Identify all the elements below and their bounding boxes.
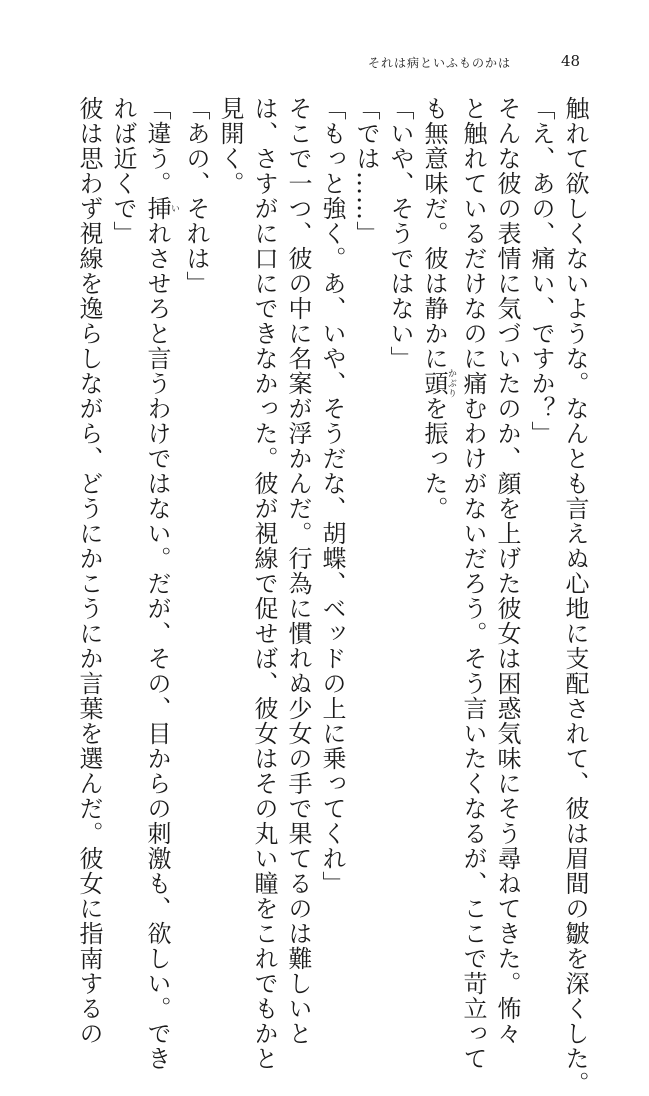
text-line: そこで一つ、彼の中に名案が浮かんだ。行為に慣れぬ少女の手で果てるのは難しいと [284, 96, 312, 1046]
ruby-annotation: 挿い [143, 196, 179, 221]
ruby-reading: かぶり [446, 368, 456, 399]
text-line: 彼は思わず視線を逸らしながら、どうにかこうにか言葉を選んだ。彼女に指南するの [75, 96, 103, 1046]
text-line: 見開く。 [216, 96, 244, 196]
text-line: 触れて欲しくないような。なんとも言えぬ心地に支配されて、彼は眉間の皺を深くした。 [561, 96, 589, 1096]
running-title: それは病といふものかは [368, 56, 512, 70]
text-line: 「では……」 [352, 96, 380, 246]
body-text [75, 96, 592, 1096]
ruby-annotation: 頭かぶり [420, 368, 456, 399]
text-line: 「いや、そうではない」 [386, 96, 414, 371]
text-line: 「もっと強く。あ、いや、そうだな、胡蝶、ベッドの上に乗ってくれ」 [318, 96, 346, 896]
text-line: と触れているだけなのに痛むわけがないだろう。そう言いたくなるが、ここで苛立って [459, 96, 487, 1071]
ruby-reading: い [169, 196, 179, 221]
text-line: も無意味だ。彼は静かに頭かぶりを振った。 [420, 96, 456, 521]
page-number: 48 [561, 52, 581, 70]
text-line: は、さすがに口にできなかった。彼が視線で促せば、彼女はその丸い瞳をこれでもかと [250, 96, 278, 1071]
text-line: そんな彼の表情に気づいたのか、顔を上げた彼女は困惑気味にそう尋ねてきた。怖々 [493, 96, 521, 1046]
text-line: れば近くで」 [109, 96, 137, 246]
text-line: 「え、あの、痛い、ですか？」 [527, 96, 555, 446]
text-line: 「あの、それは」 [182, 96, 210, 296]
text-line: 「違う。挿いれさせろと言うわけではない。だが、その、目からの刺激も、欲しい。でき [143, 96, 179, 1071]
